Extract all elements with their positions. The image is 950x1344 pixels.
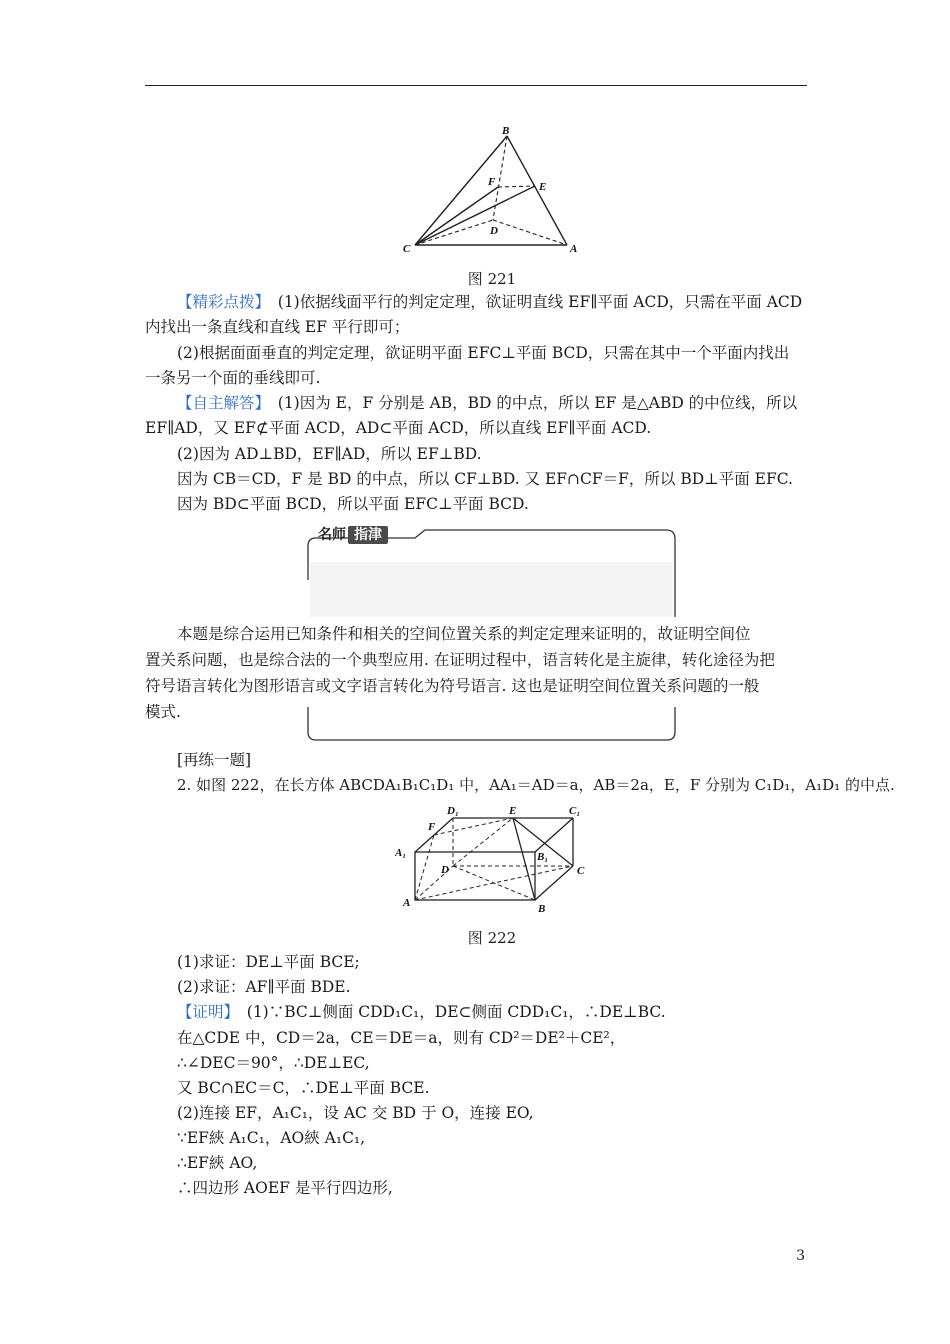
text1-line-3: 一条另一个面的垂线即可.: [145, 369, 321, 387]
text2-line-6: (2)连接 EF，A₁C₁，设 AC 交 BD 于 O，连接 EO,: [177, 1104, 534, 1122]
tag-zizhu-jieda: 【自主解答】: [177, 394, 263, 412]
text1-line-8: 因为 BD⊂平面 BCD，所以平面 EFC⊥平面 BCD.: [177, 495, 529, 513]
text1-line-1: 内找出一条直线和直线 EF 平行即可；: [145, 318, 410, 336]
figure-222-cuboid: [395, 800, 595, 920]
text2-line-3: 在△CDE 中，CD＝2a，CE＝DE＝a，则有 CD²＝DE²＋CE²，: [177, 1029, 626, 1047]
exercise-problem: 2. 如图 222，在长方体 ABCDA₁B₁C₁D₁ 中，AA₁＝AD＝a，AB＝2a，E，F 分别为 C₁D₁，A₁D₁ 的中点.: [177, 776, 895, 794]
text2-line-1: (2)求证：AF∥平面 BDE.: [177, 978, 351, 996]
label-D: D: [490, 225, 498, 237]
header-rule: [145, 85, 807, 86]
label-A: A: [570, 243, 578, 255]
label-E2: E: [509, 805, 517, 817]
note-line-0: 本题是综合运用已知条件和相关的空间位置关系的判定定理来证明的，故证明空间位: [177, 625, 751, 643]
label-C1: C₁: [569, 805, 581, 817]
figure-221-caption: 图 221: [467, 270, 517, 288]
text2-line-9: ∴四边形 AOEF 是平行四边形,: [177, 1179, 393, 1197]
text2-line-5: 又 BC∩EC＝C，∴DE⊥平面 BCE.: [177, 1079, 430, 1097]
note-title-b: 指津: [348, 526, 388, 544]
page-number: 3: [796, 1248, 805, 1264]
text2-line-8: ∴EF綊 AO,: [177, 1154, 258, 1172]
text1-line-7: 因为 CB＝CD，F 是 BD 的中点，所以 CF⊥BD. 又 EF∩CF＝F，所以 BD⊥平面 EFC.: [177, 470, 793, 488]
text2-line-0: (1)求证：DE⊥平面 BCE;: [177, 953, 360, 971]
label-E: E: [539, 181, 547, 193]
label-C: C: [403, 243, 411, 255]
note-line-2: 符号语言转化为图形语言或文字语言转化为符号语言. 这也是证明空间位置关系问题的一般: [145, 677, 760, 695]
tag-zhengming: 【证明】: [177, 1003, 232, 1021]
label-A2: A: [403, 897, 411, 909]
text1-line-2: (2)根据面面垂直的判定定理，欲证明平面 EFC⊥平面 BCD，只需在其中一个平面内找出: [177, 344, 790, 362]
text2-line-7: ∵EF綊 A₁C₁，AO綊 A₁C₁,: [177, 1129, 366, 1147]
figure-221-tetrahedron: [395, 120, 595, 260]
label-A1: A₁: [395, 847, 407, 859]
text1-line-5: EF∥AD，又 EF⊄平面 ACD，AD⊂平面 ACD，所以直线 EF∥平面 ACD.: [145, 419, 652, 437]
label-D1: D₁: [447, 805, 459, 817]
note-box-title: [318, 524, 388, 546]
exercise-heading: [再练一题]: [177, 751, 252, 769]
label-F: F: [488, 176, 496, 188]
label-B1: B₁: [537, 851, 549, 863]
text2-line-2: 【证明】 (1)∵BC⊥侧面 CDD₁C₁，DE⊂侧面 CDD₁C₁，∴DE⊥BC.: [177, 1003, 666, 1021]
label-B: B: [502, 125, 510, 137]
tag-jingcai-dianbo: 【精彩点拨】: [177, 293, 263, 311]
label-D2: D: [441, 864, 449, 876]
text1-line-0: 【精彩点拨】 (1)依据线面平行的判定定理，欲证明直线 EF∥平面 ACD，只需在平面 ACD: [177, 293, 803, 311]
note-line-1: 置关系问题，也是综合法的一个典型应用. 在证明过程中，语言转化是主旋律，转化途径为把: [145, 651, 775, 669]
note-line-3: 模式.: [145, 703, 181, 721]
figure-222-caption: 图 222: [467, 929, 517, 947]
label-B2: B: [538, 903, 546, 915]
text2-line-4: ∴∠DEC＝90°，∴DE⊥EC,: [177, 1054, 370, 1072]
text1-line-6: (2)因为 AD⊥BD，EF∥AD，所以 EF⊥BD.: [177, 445, 482, 463]
label-C2: C: [577, 865, 585, 877]
text1-line-4: 【自主解答】 (1)因为 E，F 分别是 AB，BD 的中点，所以 EF 是△ABD 的中位线，所以: [177, 394, 798, 412]
label-F2: F: [428, 821, 436, 833]
note-title-a: 名师: [318, 527, 346, 543]
